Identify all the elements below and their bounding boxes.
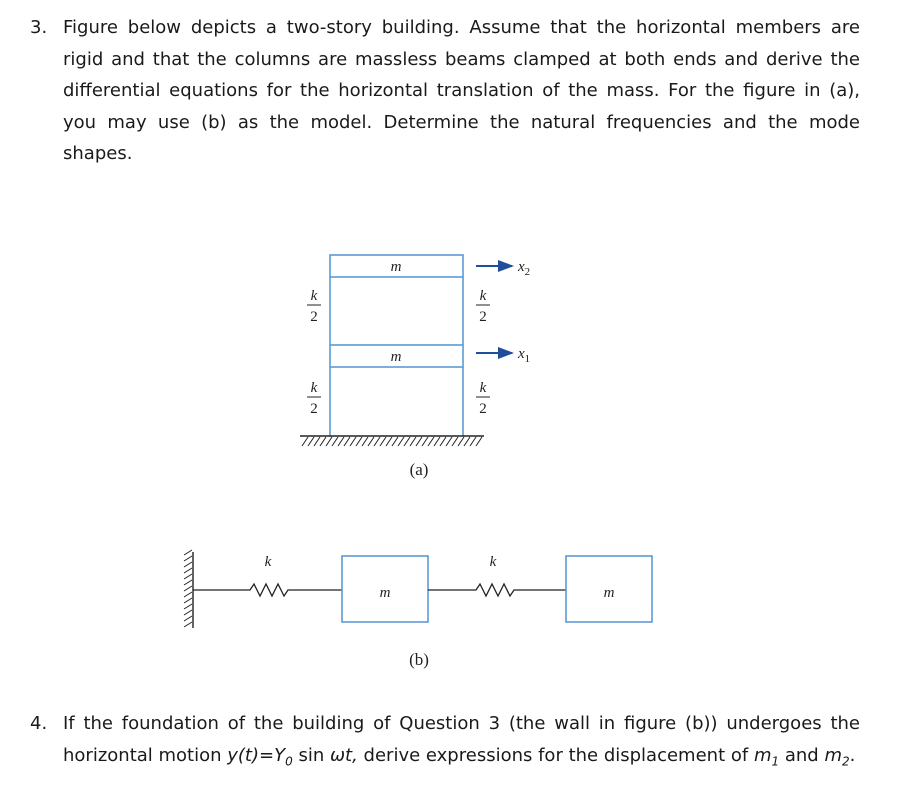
ground-hatching bbox=[302, 437, 482, 446]
motion-expression: $y(t)=Y_0$ bbox=[227, 744, 293, 769]
question-3-text: Figure below depicts a two-story building. Assume that the horizontal members are rigid and that the columns are massless beams clamped at both ends and derive the differential equations for the horizontal translation of the mass. For the figure in (a), you may use (b) as the model. Determine the natural frequencies and the mode shapes. bbox=[63, 17, 860, 164]
mass-2-label: m bbox=[603, 585, 615, 601]
question-4-number: 4. bbox=[30, 713, 48, 734]
svg-text:k: k bbox=[310, 380, 318, 396]
spring-2-label: k bbox=[489, 554, 497, 570]
mass-1-label: m bbox=[379, 585, 391, 601]
mass-label-top: m bbox=[390, 259, 402, 275]
svg-text:2: 2 bbox=[310, 309, 318, 325]
svg-text:2: 2 bbox=[479, 309, 487, 325]
x1-label: $x_1$ bbox=[518, 346, 531, 365]
figure-a-building bbox=[300, 255, 530, 479]
svg-text:k: k bbox=[479, 288, 487, 304]
figure-b-model bbox=[184, 550, 652, 669]
figure-b-caption: (b) bbox=[409, 650, 429, 669]
figure-a-caption: (a) bbox=[409, 460, 429, 479]
k-half-left-lower bbox=[307, 380, 321, 417]
x2-label: $x_2$ bbox=[518, 259, 531, 278]
svg-text:k: k bbox=[479, 380, 487, 396]
mass-1-ref: $m_1$ bbox=[753, 744, 780, 769]
spring-1-icon bbox=[193, 584, 342, 596]
spring-1-label: k bbox=[264, 554, 272, 570]
mass-2-ref: $m_2$ bbox=[824, 744, 850, 769]
question-4-text: If the foundation of the building of Question 3 (the wall in figure (b)) undergoes the horizontal motion $y(t)=Y_0$ sin ωt, derive expressions for the displacement of $m_1$ and $m_2$. bbox=[63, 713, 860, 769]
k-half-right-lower bbox=[476, 380, 490, 417]
svg-text:2: 2 bbox=[479, 401, 487, 417]
question-3-number: 3. bbox=[30, 17, 48, 38]
mass-label-bottom: m bbox=[390, 349, 402, 365]
question-4 bbox=[30, 708, 860, 778]
wall-hatching bbox=[184, 550, 192, 627]
spring-2-icon bbox=[428, 584, 566, 596]
svg-text:2: 2 bbox=[310, 401, 318, 417]
k-half-right-upper bbox=[476, 288, 490, 325]
k-half-left-upper bbox=[307, 288, 321, 325]
svg-text:k: k bbox=[310, 288, 318, 304]
